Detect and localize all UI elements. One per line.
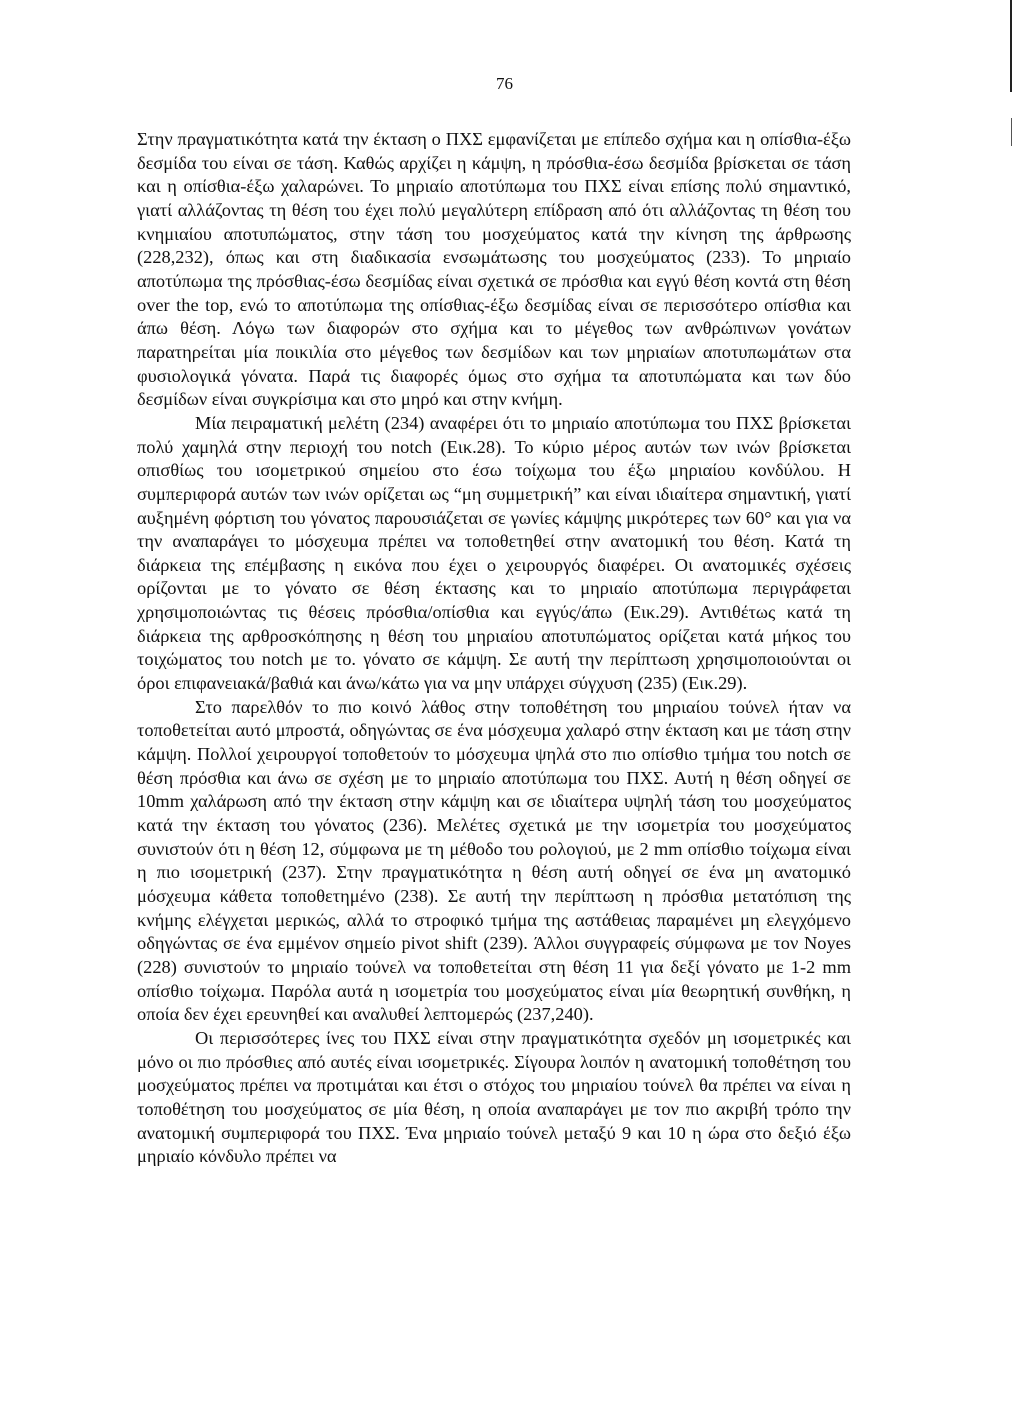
page-number: 76	[496, 74, 513, 93]
scan-edge-mark	[1011, 118, 1012, 146]
paragraph: Στην πραγματικότητα κατά την έκταση ο ΠΧΣ εμφανίζεται με επίπεδο σχήμα και η οπίσθια-έξω δεσμίδα του είναι σε τάση. Καθώς αρχίζει η κάμψη, η πρόσθια-έσω δεσμίδα βρίσκεται σε τάση και η οπίσθια-έξω χαλαρώνει. Το μηριαίο αποτύπωμα του ΠΧΣ είναι επίσης πολύ σημαντικό, γιατί αλλάζοντας τη θέση του έχει πολύ μεγαλύτερη επίδραση από ότι αλλάζοντας τη θέση του κνημιαίου αποτυπώματος, στην τάση του μοσχεύματος κατά την κίνηση της άρθρωσης (228,232), όπως και στη διαδικασία ενσωμάτωσης του μοσχεύματος (233). Το μηριαίο αποτύπωμα της πρόσθιας-έσω δεσμίδας είναι σχετικά σε πρόσθια και εγγύ θέση κοντά στη θέση over the top, ενώ το αποτύπωμα της οπίσθιας-έξω δεσμίδας είναι σε περισσότερο οπίσθια και άπω θέση. Λόγω των διαφορών στο σχήμα και το μέγεθος των ανθρώπινων γονάτων παρατηρείται μία ποικιλία στο μέγεθος των δεσμίδων και των μηριαίων αποτυπωμάτων στα φυσιολογικά γόνατα. Παρά τις διαφορές όμως στο σχήμα τα αποτυπώματα και των δύο δεσμίδων είναι συγκρίσιμα και στο μηρό και στην κνήμη.	[137, 129, 851, 410]
scan-edge-line	[1010, 0, 1012, 92]
paragraph: Στο παρελθόν το πιο κοινό λάθος στην τοποθέτηση του μηριαίου τούνελ ήταν να τοποθετείται αυτό μπροστά, οδηγώντας σε ένα μόσχευμα χαλαρό στην έκταση και με τάση στην κάμψη. Πολλοί χειρουργοί τοποθετούν το μόσχευμα ψηλά στο πιο οπίσθιο τμήμα του notch σε θέση πρόσθια και άνω σε σχέση με το μηριαίο αποτύπωμα του ΠΧΣ. Αυτή η θέση οδηγεί σε 10mm χαλάρωση από την έκταση στην κάμψη και σε ιδιαίτερα υψηλή τάση του μοσχεύματος κατά την έκταση του γόνατος (236). Μελέτες σχετικά με την ισομετρία του μοσχεύματος συνιστούν ότι η θέση 12, σύμφωνα με τη μέθοδο του ρολογιού, με 2 mm οπίσθιο τοίχωμα είναι η πιο ισομετρική (237). Στην πραγματικότητα η θέση αυτή οδηγεί σε ένα μη ανατομικό μόσχευμα κάθετα τοποθετημένο (238). Σε αυτή την περίπτωση η πρόσθια μετατόπιση της κνήμης ελέγχεται μερικώς, αλλά το στροφικό τμήμα της αστάθειας παραμένει μη ελεγχόμενο οδηγώντας σε ένα εμμένον σημείο pivot shift (239). Άλλοι συγγραφείς σύμφωνα με τον Noyes (228) συνιστούν το μηριαίο τούνελ να τοποθετείται στη θέση 11 για δεξί γόνατο με 1-2 mm οπίσθιο τοίχωμα. Παρόλα αυτά η ισομετρία του μοσχεύματος είναι μία θεωρητική συνθήκη, η οποία δεν έχει ερευνηθεί και αναλυθεί λεπτομερώς (237,240).	[137, 696, 851, 1025]
paragraph: Μία πειραματική μελέτη (234) αναφέρει ότι το μηριαίο αποτύπωμα του ΠΧΣ βρίσκεται πολύ χαμηλά στην περιοχή του notch (Εικ.28). Το κύριο μέρος αυτών των ινών βρίσκεται οπισθίως του ισομετρικού σημείου στο έσω τοίχωμα του έξω μηριαίου κονδύλου. Η συμπεριφορά αυτών των ινών ορίζεται ως “μη συμμετρική” και είναι ιδιαίτερα σημαντική, γιατί αυξημένη φόρτιση του γόνατος παρουσιάζεται σε γωνίες κάμψης μικρότερες των 60° και για να την αναπαράγει το μόσχευμα πρέπει να τοποθετηθεί στην ανατομική του θέση. Κατά τη διάρκεια της επέμβασης η εικόνα που έχει ο χειρουργός διαφέρει. Οι ανατομικές σχέσεις ορίζονται με το γόνατο σε θέση έκτασης και το μηριαίο αποτύπωμα περιγράφεται χρησιμοποιώντας τις θέσεις πρόσθια/οπίσθια και εγγύς/άπω (Εικ.29). Αντιθέτως κατά τη διάρκεια της αρθροσκόπησης η θέση του μηριαίου αποτυπώματος ορίζεται κατά μήκος του τοιχώματος του notch με το. γόνατο σε κάμψη. Σε αυτή την περίπτωση χρησιμοποιούνται οι όροι επιφανειακά/βαθιά και άνω/κάτω για να μην υπάρχει σύγχυση (235) (Εικ.29).	[137, 412, 851, 694]
body-text	[137, 128, 851, 1169]
paragraph: Οι περισσότερες ίνες του ΠΧΣ είναι στην πραγματικότητα σχεδόν μη ισομετρικές και μόνο οι πιο πρόσθιες από αυτές είναι ισομετρικές. Σίγουρα λοιπόν η ανατομική τοποθέτηση του μοσχεύματος πρέπει να προτιμάται και έτσι ο στόχος του μηριαίου τούνελ θα πρέπει να είναι η τοποθέτηση του μοσχεύματος σε μία θέση, η οποία αναπαράγει με τον πιο ακριβή τρόπο την ανατομική συμπεριφορά του ΠΧΣ. Ένα μηριαίο τούνελ μεταξύ 9 και 10 η ώρα στο δεξιό έξω μηριαίο κόνδυλο πρέπει να	[137, 1027, 851, 1167]
